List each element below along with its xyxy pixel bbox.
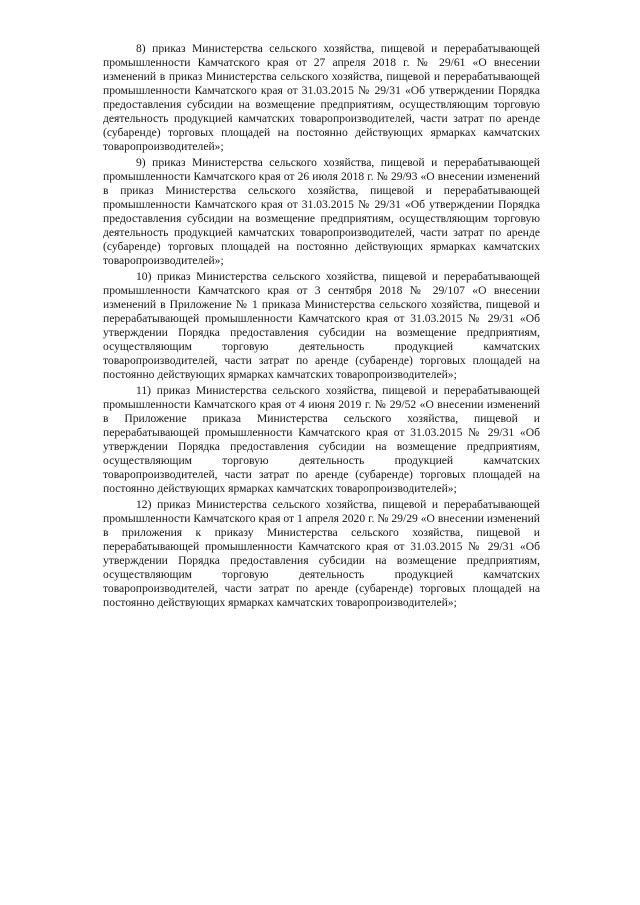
- list-item-10: [103, 270, 540, 382]
- item-number: 9): [136, 155, 146, 169]
- document-body: [103, 42, 540, 612]
- list-item-8: [103, 42, 540, 154]
- item-text: приказ Министерства сельского хозяйства, пищевой и перерабатывающей промышленности Камчатского края от 3 сентября 2018 № 29/107 «О внесении изменений в Приложение № 1 приказа Министерства сельского хозяйства, пищевой и перерабатывающей промышленности Камчатского края от 31.03.2015 № 29/31 «Об утверждении Порядка предоставления субсидии на возмещение предприятиям, осуществляющим торговую деятельность продукцией камчатских товаропроизводителей, части затрат по аренде (субаренде) торговых площадей на постоянно действующих ярмарках камчатских товаропроизводителей»;: [103, 269, 540, 382]
- item-number: 11): [136, 383, 152, 397]
- item-text: приказ Министерства сельского хозяйства, пищевой и перерабатывающей промышленности Камчатского края от 1 апреля 2020 г. № 29/29 «О внесении изменений в приложения к приказу Министерства сельского хозяйства, пищевой и перерабатывающей промышленности Камчатского края от 31.03.2015 № 29/31 «Об утверждении Порядка предоставления субсидии на возмещение предприятиям, осуществляющим торговую деятельность продукцией камчатских товаропроизводителей, части затрат по аренде (субаренде) торговых площадей на постоянно действующих ярмарках камчатских товаропроизводителей»;: [103, 497, 540, 610]
- item-number: 8): [136, 42, 146, 55]
- list-item-11: [103, 384, 540, 496]
- item-text: приказ Министерства сельского хозяйства, пищевой и перерабатывающей промышленности Камчатского края от 26 июля 2018 г. № 29/93 «О внесении изменений в приказ Министерства сельского хозяйства, пищевой и перерабатывающей промышленности Камчатского края от 31.03.2015 № 29/31 «Об утверждении Порядка предоставления субсидии на возмещение предприятиям, осуществляющим торговую деятельность продукцией камчатских товаропроизводителей, части затрат по аренде (субаренде) торговых площадей на постоянно действующих ярмарках камчатских товаропроизводителей»;: [103, 155, 540, 268]
- list-item-12: [103, 498, 540, 610]
- item-text: приказ Министерства сельского хозяйства, пищевой и перерабатывающей промышленности Камчатского края от 4 июня 2019 г. № 29/52 «О внесении изменений в Приложение приказа Министерства сельского хозяйства, пищевой и перерабатывающей промышленности Камчатского края от 31.03.2015 № 29/31 «Об утверждении Порядка предоставления субсидии на возмещение предприятиям, осуществляющим торговую деятельность продукцией камчатских товаропроизводителей, части затрат по аренде (субаренде) торговых площадей на постоянно действующих ярмарках камчатских товаропроизводителей»;: [103, 383, 540, 496]
- item-text: приказ Министерства сельского хозяйства, пищевой и перерабатывающей промышленности Камчатского края от 27 апреля 2018 г. № 29/61 «О внесении изменений в приказ Министерства сельского хозяйства, пищевой и перерабатывающей промышленности Камчатского края от 31.03.2015 № 29/31 «Об утверждении Порядка предоставления субсидии на возмещение предприятиям, осуществляющим торговую деятельность продукцией камчатских товаропроизводителей, части затрат по аренде (субаренде) торговых площадей на постоянно действующих ярмарках камчатских товаропроизводителей»;: [103, 42, 540, 154]
- item-number: 12): [136, 497, 152, 511]
- item-number: 10): [136, 269, 152, 283]
- list-item-9: [103, 156, 540, 268]
